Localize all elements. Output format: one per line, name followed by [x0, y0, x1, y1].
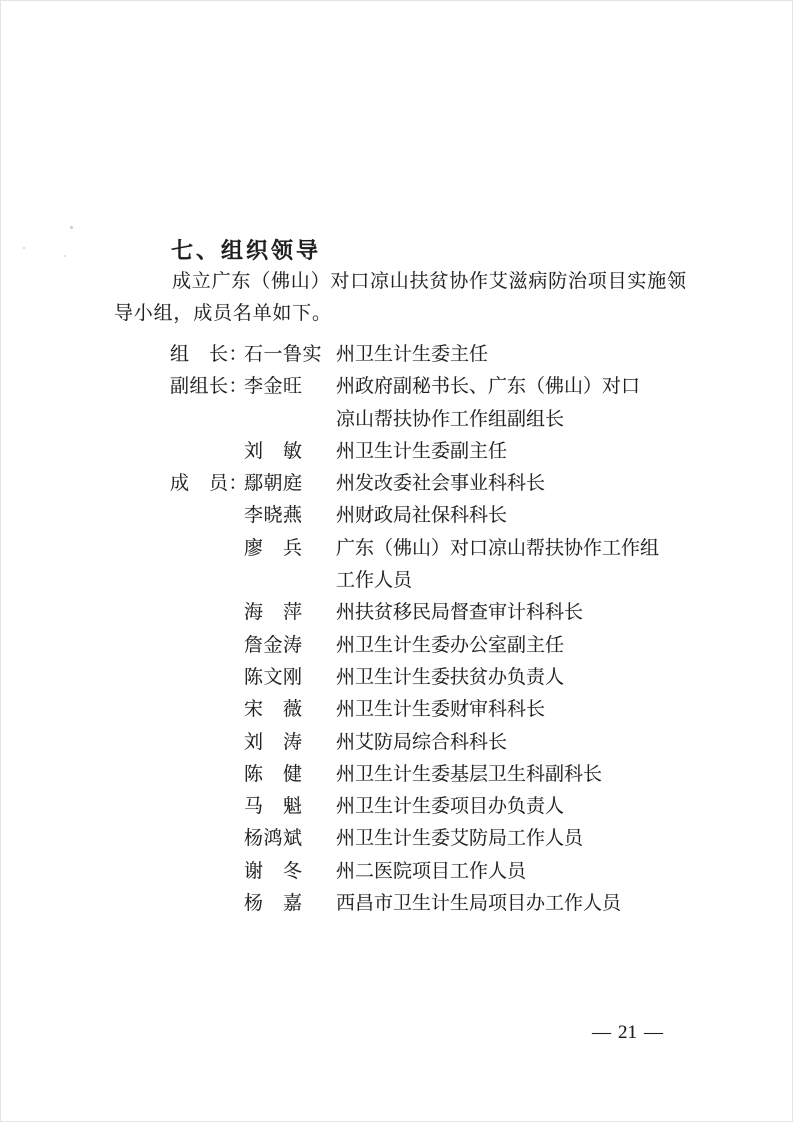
member-name: 谢 冬	[244, 860, 303, 882]
member-duty-line: 州卫生计生委办公室副主任	[336, 634, 565, 656]
member-duty-line: 州卫生计生委副主任	[336, 440, 508, 462]
footer-left-dash: —	[592, 1022, 611, 1043]
section-heading: 七、组织领导	[171, 238, 322, 263]
roster-row	[0, 500, 793, 532]
member-duty-line: 州卫生计生委艾防局工作人员	[336, 828, 584, 850]
member-duty-line: 广东（佛山）对口凉山帮扶协作工作组	[336, 537, 660, 559]
member-duty-line: 州卫生计生委财审科科长	[336, 699, 546, 721]
member-duty	[336, 533, 793, 598]
member-name: 陈 健	[244, 763, 303, 785]
roster-row	[0, 339, 793, 371]
member-duty	[336, 468, 793, 500]
roster-row	[0, 662, 793, 694]
member-duty-line: 州扶贫移民局督查审计科科长	[336, 602, 584, 624]
member-duty	[336, 630, 793, 662]
member-duty-line: 州财政局社保科科长	[336, 505, 508, 527]
member-name: 李金旺	[244, 376, 303, 398]
member-duty	[336, 727, 793, 759]
roster-row	[0, 436, 793, 468]
member-duty-line: 州卫生计生委扶贫办负责人	[336, 666, 565, 688]
scan-speck	[64, 255, 66, 257]
intro-line-1: 成立广东（佛山）对口凉山扶贫协作艾滋病防治项目实施领	[172, 271, 687, 292]
member-duty	[336, 662, 793, 694]
member-duty	[336, 339, 793, 371]
member-duty-line: 州艾防局综合科科长	[336, 731, 508, 753]
member-duty	[336, 436, 793, 468]
roster-row	[0, 823, 793, 855]
member-name: 陈文刚	[244, 666, 303, 688]
page-footer	[592, 1022, 663, 1045]
roster-row	[0, 888, 793, 920]
member-duty-line: 凉山帮扶协作工作组副组长	[336, 408, 565, 430]
role-label: 成 员：	[170, 473, 249, 495]
member-name: 马 魁	[244, 796, 303, 818]
member-duty	[336, 597, 793, 629]
member-name: 杨 嘉	[244, 893, 303, 915]
member-duty-line: 西昌市卫生计生局项目办工作人员	[336, 893, 622, 915]
member-duty	[336, 888, 793, 920]
member-duty-line: 州政府副秘书长、广东（佛山）对口	[336, 376, 641, 398]
roster-row	[0, 630, 793, 662]
scan-speck	[23, 247, 25, 249]
member-duty	[336, 694, 793, 726]
member-duty	[336, 759, 793, 791]
member-duty	[336, 856, 793, 888]
role-label: 组 长：	[170, 344, 249, 365]
member-name: 石一鲁实	[244, 344, 323, 365]
roster-row	[0, 533, 793, 598]
member-duty-line: 州卫生计生委基层卫生科副科长	[336, 763, 603, 785]
member-duty-line: 工作人员	[336, 570, 413, 592]
member-name: 廖 兵	[244, 537, 303, 559]
member-duty	[336, 791, 793, 823]
page-number: 21	[618, 1022, 637, 1043]
member-name: 李晓燕	[244, 505, 303, 527]
roster-row	[0, 468, 793, 500]
intro-line-2: 导小组，成员名单如下。	[114, 303, 332, 324]
roster-row	[0, 597, 793, 629]
member-name: 鄢朝庭	[244, 473, 303, 495]
member-name: 海 萍	[244, 602, 303, 624]
member-name: 詹金涛	[244, 634, 303, 656]
member-duty-line: 州卫生计生委主任	[336, 344, 489, 365]
footer-right-dash: —	[644, 1022, 663, 1043]
roster-row	[0, 371, 793, 436]
scan-speck	[70, 226, 73, 229]
roster-row	[0, 856, 793, 888]
member-duty	[336, 500, 793, 532]
roster-row	[0, 727, 793, 759]
role-label: 副组长：	[170, 376, 249, 398]
member-name: 宋 薇	[244, 699, 303, 721]
roster-row	[0, 759, 793, 791]
member-name: 刘 涛	[244, 731, 303, 753]
roster-row	[0, 791, 793, 823]
member-duty-line: 州二医院项目工作人员	[336, 860, 527, 882]
member-duty	[336, 371, 793, 436]
member-name: 刘 敏	[244, 440, 303, 462]
member-duty-line: 州发改委社会事业科科长	[336, 473, 546, 495]
member-duty	[336, 823, 793, 855]
member-duty-line: 州卫生计生委项目办负责人	[336, 796, 565, 818]
roster-list	[0, 339, 793, 920]
member-name: 杨鸿斌	[244, 828, 303, 850]
roster-row	[0, 694, 793, 726]
